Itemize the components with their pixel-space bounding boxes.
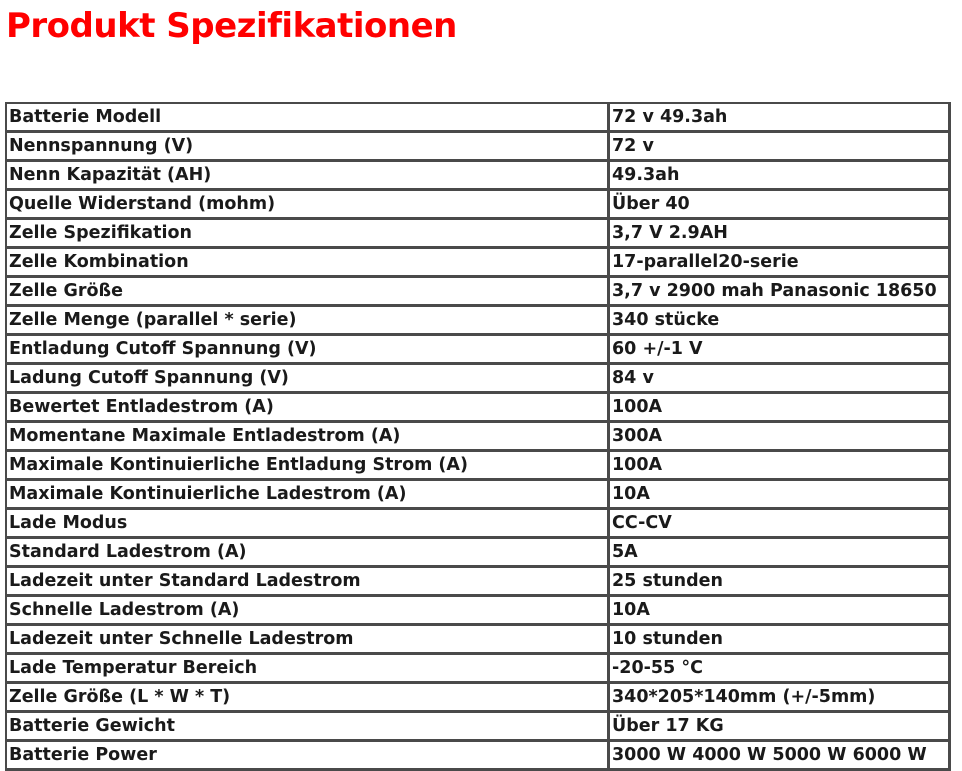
- spec-table-body: [7, 104, 951, 771]
- spec-row: [7, 133, 951, 162]
- spec-label: Maximale Kontinuierliche Ladestrom (A): [7, 481, 610, 510]
- spec-table: [5, 102, 951, 771]
- spec-value: 84 v: [610, 365, 951, 394]
- spec-value: 3,7 V 2.9AH: [610, 220, 951, 249]
- spec-label: Batterie Power: [7, 742, 610, 771]
- spec-label: Entladung Cutoff Spannung (V): [7, 336, 610, 365]
- spec-row: [7, 452, 951, 481]
- spec-value: 10A: [610, 481, 951, 510]
- spec-label: Zelle Spezifikation: [7, 220, 610, 249]
- spec-row: [7, 336, 951, 365]
- spec-label: Lade Temperatur Bereich: [7, 655, 610, 684]
- spec-value: 3000 W 4000 W 5000 W 6000 W: [610, 742, 951, 771]
- spec-row: [7, 597, 951, 626]
- spec-row: [7, 307, 951, 336]
- spec-value: 100A: [610, 452, 951, 481]
- spec-row: [7, 626, 951, 655]
- spec-value: 60 +/-1 V: [610, 336, 951, 365]
- spec-label: Momentane Maximale Entladestrom (A): [7, 423, 610, 452]
- spec-value: 17-parallel20-serie: [610, 249, 951, 278]
- spec-row: [7, 684, 951, 713]
- spec-row: [7, 249, 951, 278]
- spec-value: 300A: [610, 423, 951, 452]
- spec-value: CC-CV: [610, 510, 951, 539]
- spec-label: Ladezeit unter Schnelle Ladestrom: [7, 626, 610, 655]
- spec-value: 10A: [610, 597, 951, 626]
- spec-value: 25 stunden: [610, 568, 951, 597]
- spec-row: [7, 104, 951, 133]
- spec-label: Ladung Cutoff Spannung (V): [7, 365, 610, 394]
- spec-label: Nenn Kapazität (AH): [7, 162, 610, 191]
- spec-label: Ladezeit unter Standard Ladestrom: [7, 568, 610, 597]
- spec-label: Lade Modus: [7, 510, 610, 539]
- spec-row: [7, 423, 951, 452]
- spec-value: 49.3ah: [610, 162, 951, 191]
- spec-row: [7, 510, 951, 539]
- page-title: Produkt Spezifikationen: [6, 6, 457, 46]
- spec-label: Zelle Kombination: [7, 249, 610, 278]
- spec-row: [7, 539, 951, 568]
- spec-row: [7, 394, 951, 423]
- spec-row: [7, 220, 951, 249]
- spec-value: 72 v 49.3ah: [610, 104, 951, 133]
- spec-label: Zelle Größe (L * W * T): [7, 684, 610, 713]
- spec-value: 72 v: [610, 133, 951, 162]
- spec-row: [7, 655, 951, 684]
- spec-row: [7, 162, 951, 191]
- spec-row: [7, 278, 951, 307]
- spec-label: Nennspannung (V): [7, 133, 610, 162]
- spec-label: Quelle Widerstand (mohm): [7, 191, 610, 220]
- spec-label: Batterie Gewicht: [7, 713, 610, 742]
- spec-label: Standard Ladestrom (A): [7, 539, 610, 568]
- spec-label: Bewertet Entladestrom (A): [7, 394, 610, 423]
- spec-value: 5A: [610, 539, 951, 568]
- spec-value: 10 stunden: [610, 626, 951, 655]
- spec-value: 100A: [610, 394, 951, 423]
- spec-value: -20-55 °C: [610, 655, 951, 684]
- spec-value: 3,7 v 2900 mah Panasonic 18650: [610, 278, 951, 307]
- spec-label: Batterie Modell: [7, 104, 610, 133]
- spec-label: Zelle Menge (parallel * serie): [7, 307, 610, 336]
- spec-value: Über 40: [610, 191, 951, 220]
- spec-value: 340 stücke: [610, 307, 951, 336]
- spec-row: [7, 742, 951, 771]
- spec-row: [7, 191, 951, 220]
- spec-value: 340*205*140mm (+/-5mm): [610, 684, 951, 713]
- spec-row: [7, 568, 951, 597]
- spec-row: [7, 481, 951, 510]
- spec-row: [7, 365, 951, 394]
- spec-label: Zelle Größe: [7, 278, 610, 307]
- spec-value: Über 17 KG: [610, 713, 951, 742]
- spec-label: Maximale Kontinuierliche Entladung Strom (A): [7, 452, 610, 481]
- spec-label: Schnelle Ladestrom (A): [7, 597, 610, 626]
- spec-row: [7, 713, 951, 742]
